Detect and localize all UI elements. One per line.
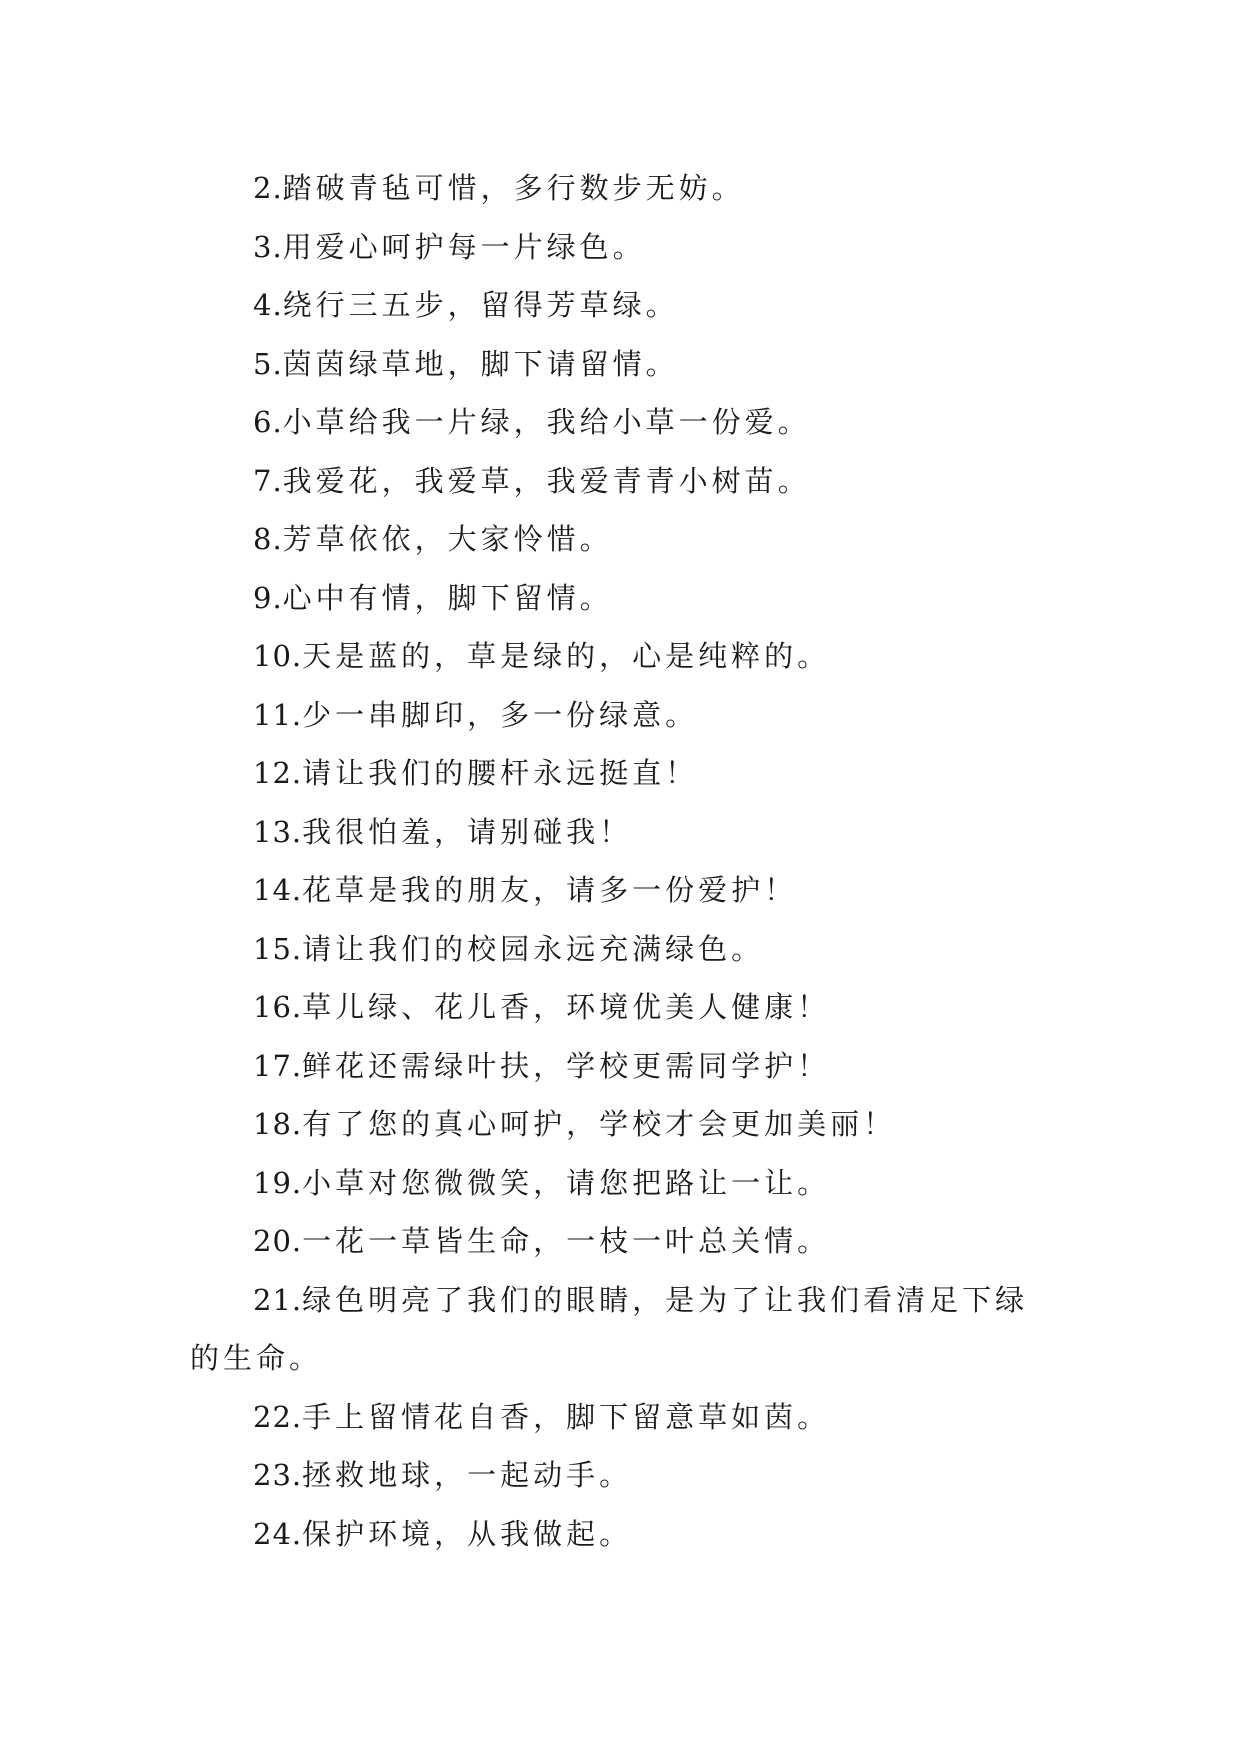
item-text: 小草给我一片绿，我给小草一份爱。 <box>282 405 811 439</box>
list-item <box>190 627 1050 686</box>
list-item <box>190 1271 1050 1330</box>
item-number: 14. <box>253 873 303 907</box>
list-item <box>190 1154 1050 1213</box>
list-item <box>190 978 1050 1037</box>
item-number: 5. <box>253 346 283 381</box>
item-number: 8. <box>253 522 283 556</box>
list-item <box>190 803 1050 862</box>
item-text: 有了您的真心呵护，学校才会更加美丽！ <box>302 1107 897 1141</box>
item-number: 12. <box>253 756 303 790</box>
item-number: 16. <box>253 990 303 1024</box>
list-item <box>190 1446 1050 1505</box>
item-number: 7. <box>253 463 283 498</box>
item-text: 绕行三五步，留得芳草绿。 <box>282 288 679 322</box>
item-text: 少一串脚印，多一份绿意。 <box>302 697 699 732</box>
item-number: 4. <box>253 288 283 322</box>
list-item <box>190 452 1050 511</box>
list-item <box>190 1212 1050 1271</box>
slogan-list <box>190 159 1050 1563</box>
item-number: 21. <box>253 1282 303 1317</box>
item-number: 23. <box>253 1458 303 1492</box>
item-number: 15. <box>253 931 303 966</box>
list-item <box>190 920 1050 979</box>
item-text: 用爱心呵护每一片绿色。 <box>282 229 646 264</box>
item-number: 18. <box>253 1107 303 1141</box>
item-text: 心中有情，脚下留情。 <box>282 580 613 615</box>
item-number: 22. <box>253 1399 303 1434</box>
item-text: 天是蓝的，草是绿的，心是纯粹的。 <box>302 639 831 673</box>
list-item <box>190 335 1050 394</box>
item-text: 请让我们的腰杆永远挺直！ <box>302 756 699 790</box>
item-text: 我很怕羞，请别碰我！ <box>302 814 633 849</box>
list-item <box>190 1505 1050 1564</box>
list-item <box>190 569 1050 628</box>
list-item <box>190 218 1050 277</box>
list-item <box>190 393 1050 452</box>
item-text: 草儿绿、花儿香，环境优美人健康！ <box>302 990 831 1024</box>
list-item <box>190 686 1050 745</box>
list-item <box>190 861 1050 920</box>
list-item <box>190 276 1050 335</box>
list-item-continuation: 的生命。 <box>190 1341 323 1375</box>
item-number: 6. <box>253 405 283 439</box>
item-number: 9. <box>253 580 283 615</box>
item-number: 19. <box>253 1165 303 1200</box>
item-text: 茵茵绿草地，脚下请留情。 <box>282 346 679 381</box>
item-text: 保护环境，从我做起。 <box>302 1516 633 1551</box>
item-number: 10. <box>253 639 303 673</box>
list-item <box>190 159 1050 218</box>
item-text: 手上留情花自香，脚下留意草如茵。 <box>302 1399 831 1434</box>
item-text: 踏破青毡可惜，多行数步无妨。 <box>282 171 745 205</box>
item-number: 13. <box>253 814 303 849</box>
list-item <box>190 1037 1050 1096</box>
item-number: 3. <box>253 229 283 264</box>
item-text: 绿色明亮了我们的眼睛，是为了让我们看清足下绿 <box>302 1282 1029 1317</box>
item-text: 鲜花还需绿叶扶，学校更需同学护！ <box>302 1048 831 1083</box>
item-text: 一花一草皆生命，一枝一叶总关情。 <box>302 1224 831 1258</box>
item-text: 请让我们的校园永远充满绿色。 <box>302 931 765 966</box>
list-item <box>190 744 1050 803</box>
item-text: 拯救地球，一起动手。 <box>302 1458 633 1492</box>
item-number: 11. <box>253 697 303 732</box>
list-item <box>190 1388 1050 1447</box>
item-text: 我爱花，我爱草，我爱青青小树苗。 <box>282 463 811 498</box>
item-number: 2. <box>253 171 283 205</box>
list-item <box>190 1095 1050 1154</box>
item-number: 20. <box>253 1224 303 1258</box>
item-text: 小草对您微微笑，请您把路让一让。 <box>302 1165 831 1200</box>
item-number: 17. <box>253 1048 303 1083</box>
item-number: 24. <box>253 1516 303 1551</box>
list-item <box>190 510 1050 569</box>
item-text: 花草是我的朋友，请多一份爱护！ <box>302 873 798 907</box>
item-text: 芳草依依，大家怜惜。 <box>282 522 613 556</box>
